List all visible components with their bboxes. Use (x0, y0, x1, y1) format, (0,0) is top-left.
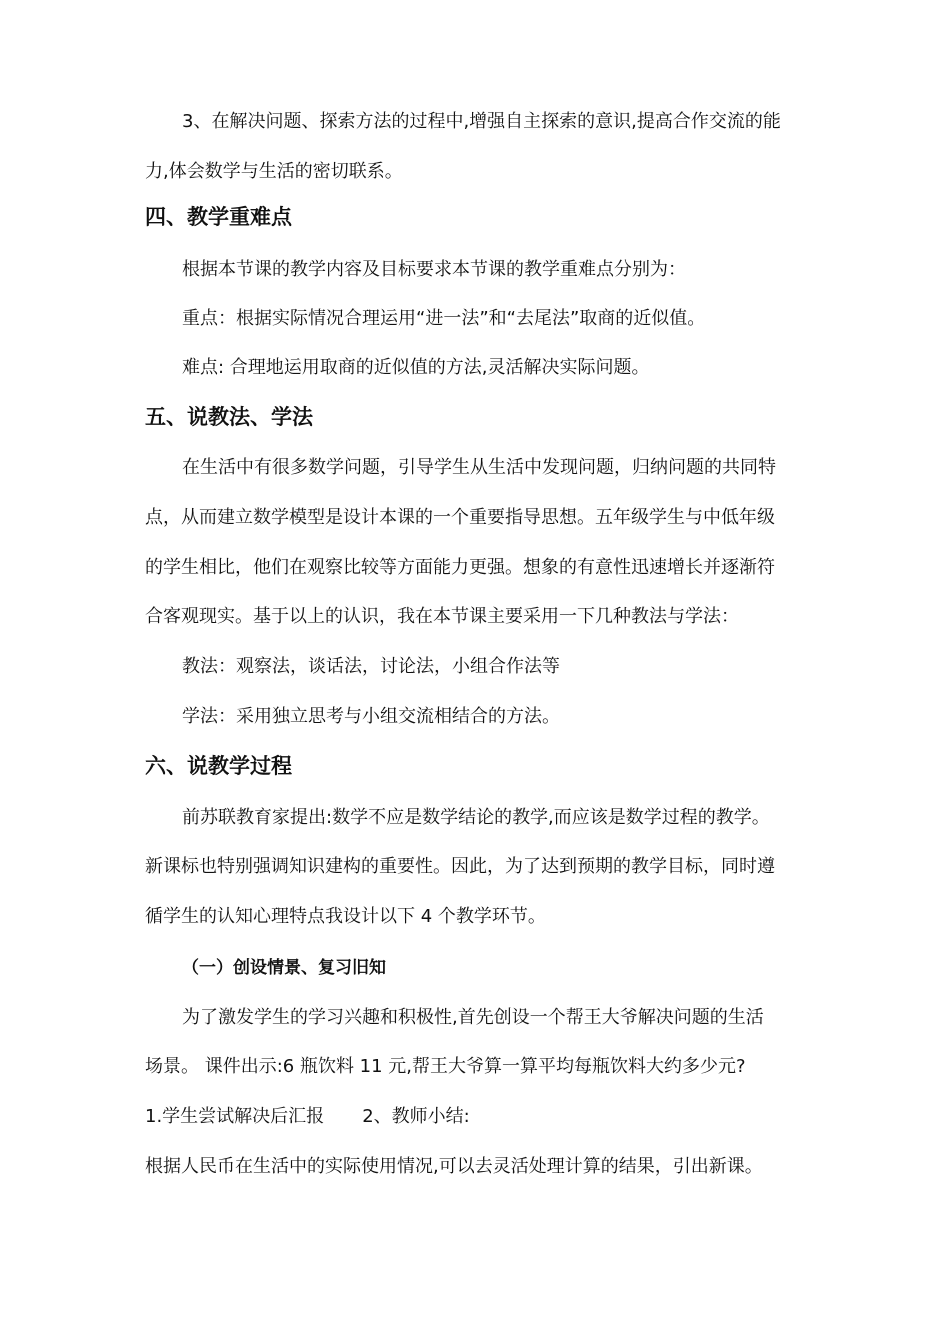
methods-para-line-2: 点，从而建立数学模型是设计本课的一个重要指导思想。五年级学生与中低年级 (145, 507, 775, 528)
step-teacher-summary: 2、教师小结: (362, 1106, 470, 1127)
process-para-line-1: 前苏联教育家提出:数学不应是数学结论的教学,而应该是数学过程的教学。 (182, 807, 770, 828)
scenario-para-line-2: 场景。 课件出示:6 瓶饮料 11 元,帮王大爷算一算平均每瓶饮料大约多少元? (145, 1056, 746, 1077)
scenario-para-line-1: 为了激发学生的学习兴趣和积极性,首先创设一个帮王大爷解决问题的生活 (182, 1007, 764, 1028)
section-heading-4: 四、教学重难点 (145, 205, 292, 229)
key-point-difficulty: 难点: 合理地运用取商的近似值的方法,灵活解决实际问题。 (182, 357, 650, 378)
methods-para-line-1: 在生活中有很多数学问题，引导学生从生活中发现问题，归纳问题的共同特 (182, 457, 776, 478)
key-points-intro: 根据本节课的教学内容及目标要求本节课的教学重难点分别为： (182, 259, 686, 280)
steps-line (145, 1105, 815, 1129)
conclusion-line: 根据人民币在生活中的实际使用情况,可以去灵活处理计算的结果，引出新课。 (145, 1156, 763, 1177)
methods-para-line-3: 的学生相比，他们在观察比较等方面能力更强。想象的有意性迅速增长并逐渐符 (145, 557, 775, 578)
process-para-line-3: 循学生的认知心理特点我设计以下 4 个教学环节。 (145, 906, 546, 927)
step-student-report: 1.学生尝试解决后汇报 (145, 1106, 325, 1127)
objective-3-line-2: 力,体会数学与生活的密切联系。 (145, 161, 403, 182)
objective-3-line-1: 3、在解决问题、探索方法的过程中,增强自主探索的意识,提高合作交流的能 (182, 111, 781, 132)
teaching-methods-line: 教法：观察法，谈话法，讨论法，小组合作法等 (182, 656, 560, 677)
section-heading-6: 六、说教学过程 (145, 754, 292, 778)
methods-para-line-4: 合客观现实。基于以上的认识，我在本节课主要采用一下几种教法与学法： (145, 606, 739, 627)
section-heading-5: 五、说教法、学法 (145, 405, 313, 429)
subsection-heading-1: （一）创设情景、复习旧知 (182, 958, 386, 978)
learning-methods-line: 学法：采用独立思考与小组交流相结合的方法。 (182, 706, 560, 727)
key-point-focus: 重点：根据实际情况合理运用“进一法”和“去尾法”取商的近似值。 (182, 308, 706, 329)
process-para-line-2: 新课标也特别强调知识建构的重要性。因此，为了达到预期的教学目标，同时遵 (145, 856, 775, 877)
